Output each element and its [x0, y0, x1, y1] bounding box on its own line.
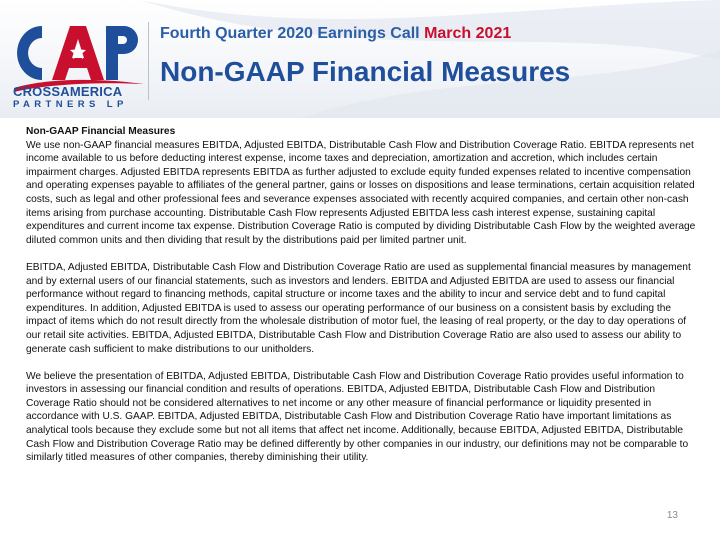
event-title: Fourth Quarter 2020 Earnings Call: [160, 25, 420, 42]
event-line: [160, 25, 511, 43]
brand-name: CROSSAMERICA: [13, 84, 123, 99]
event-date: March 2021: [424, 25, 512, 42]
slide-body: [26, 125, 698, 478]
paragraph-text: We use non-GAAP financial measures EBITDA, Adjusted EBITDA, Distributable Cash Flow and Distribution Coverage Ratio. EBITDA represents net income available to us before deducting interest expense, income taxes and depreciation, amortization and accretion, which includes certain impairment charges. Adjusted EBITDA represents EBITDA as further adjusted to exclude equity funded expenses related to incentive compensation and operating expenses payable to affiliates of the general partner, gains or losses on dispositions and lease terminations, certain acquisition related costs, such as legal and other professional fees and severance expenses associated with recently acquired companies, and certain other non-cash items arising from purchase accounting. Distributable Cash Flow represents Adjusted EBITDA less cash interest expense, sustaining capital expenditures and current income tax expense. Distribution Coverage Ratio is computed by dividing Distributable Cash Flow by the weighted average diluted common units and then dividing that result by the distributions paid per limited partner unit.: [26, 139, 696, 246]
slide-header: [0, 0, 720, 118]
logo-divider: [148, 22, 149, 100]
page-number: 13: [666, 510, 678, 521]
paragraph-3: We believe the presentation of EBITDA, Adjusted EBITDA, Distributable Cash Flow and Distribution Coverage Ratio provides useful information to investors in assessing our financial condition and results of operations. EBITDA, Adjusted EBITDA, Distributable Cash Flow and Distribution Coverage Ratio should not be considered alternatives to net income or any other measure of financial performance or liquidity presented in accordance with U.S. GAAP. EBITDA, Adjusted EBITDA, Distributable Cash Flow and Distribution Coverage Ratio have important limitations as analytical tools because they exclude some but not all items that affect net income. Additionally, because EBITDA, Adjusted EBITDA, Distributable Cash Flow and Distribution Coverage Ratio may be defined differently by other companies in our industry, our definitions may not be comparable to similarly titled measures of other companies, thereby diminishing their utility.: [26, 370, 689, 464]
paragraph-2: EBITDA, Adjusted EBITDA, Distributable Cash Flow and Distribution Coverage Ratio are used as supplemental financial measures by management and by external users of our financial statements, such as investors and lenders. EBITDA and Adjusted EBITDA are used to assess our financial performance without regard to financing methods, capital structure or income taxes and the ability to incur and service debt and to fund capital expenditures. In addition, Adjusted EBITDA is used to assess our operating performance of our business on a consistent basis by excluding the impact of items which do not result directly from the wholesale distribution of motor fuel, the leasing of real property, or the day to day operations of our retail site activities. EBITDA, Adjusted EBITDA, Distributable Cash Flow and Distribution Coverage Ratio are also used to assess our ability to generate cash sufficient to make distributions to our unitholders.: [26, 261, 691, 355]
brand-subtitle: PARTNERS LP: [13, 99, 128, 110]
slide-title: Non-GAAP Financial Measures: [160, 56, 571, 87]
paragraph-1: [26, 125, 698, 247]
section-heading: Non-GAAP Financial Measures: [26, 126, 176, 137]
